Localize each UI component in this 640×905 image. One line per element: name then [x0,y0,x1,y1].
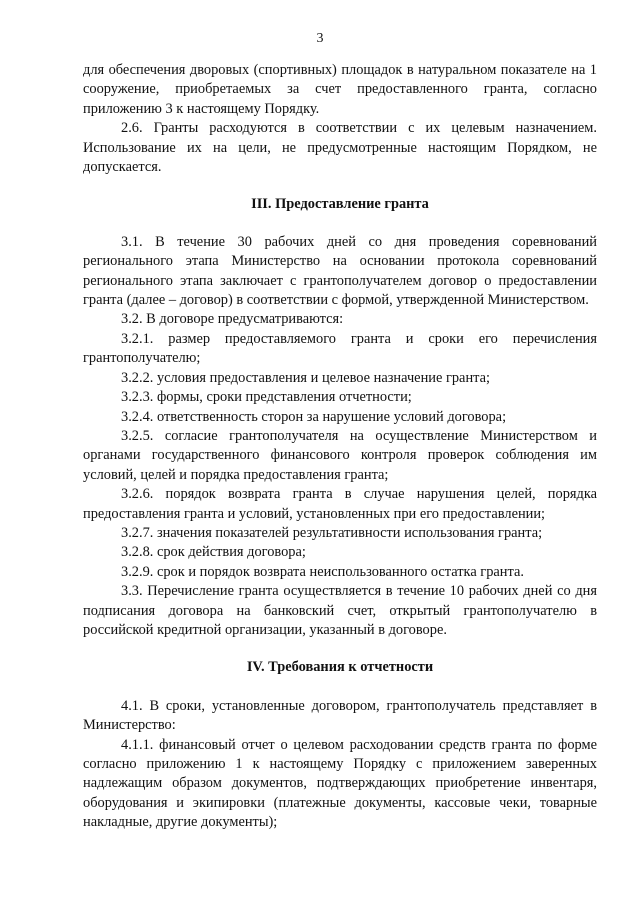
paragraph-3-2-8: 3.2.8. срок действия договора; [121,544,306,561]
paragraph-3-2-1: 3.2.1. размер предоставляемого гранта и сроки его перечисления грантополучателю; [83,330,597,367]
paragraph-3-3: 3.3. Перечисление гранта осуществляется в течение 10 рабочих дней со дня подписания договора на банковский счет, открытый грантополучателю в российской кредитной организации, указанный в договоре. [83,583,597,638]
paragraph: для обеспечения дворовых (спортивных) площадок в натуральном показателе на 1 сооружение, приобретаемых за счет предоставленного гранта, согласно приложению 3 к настоящему Порядку. [83,62,597,117]
paragraph-3-2-2: 3.2.2. условия предоставления и целевое назначение гранта; [121,369,490,386]
paragraph-4-1: 4.1. В сроки, установленные договором, грантополучатель представляет в Министерство: [83,697,597,734]
section-heading-3: III. Предоставление гранта [251,196,429,213]
paragraph-3-2-3: 3.2.3. формы, сроки представления отчетности; [121,389,412,406]
section-heading-4: IV. Требования к отчетности [246,659,434,676]
paragraph-3-2-9: 3.2.9. срок и порядок возврата неиспользованного остатка гранта. [121,563,524,580]
document-body [83,61,597,833]
paragraph-3-1: 3.1. В течение 30 рабочих дней со дня проведения соревнований регионального этапа Министерство на основании протокола соревнований регионального этапа заключает с грантополучателем договор о предоставлении гранта (далее – договор) в соответствии с формой, утвержденной Министерством. [83,233,597,309]
paragraph-4-1-1: 4.1.1. финансовый отчет о целевом расходовании средств гранта по форме согласно приложению 1 к настоящему Порядку с приложением заверенных надлежащим образом документов, подтверждающих приобретение инвентаря, оборудования и экипировки (платежные документы, кассовые чеки, товарные накладные, другие документы); [83,736,597,831]
paragraph-3-2-6: 3.2.6. порядок возврата гранта в случае нарушения целей, порядка предоставления гранта и условий, установленных при его предоставлении; [83,486,597,522]
paragraph-3-2-7: 3.2.7. значения показателей результативности использования гранта; [121,524,543,541]
page-number: 3 [316,31,324,46]
paragraph-3-2: 3.2. В договоре предусматриваются: [121,311,344,328]
paragraph-3-2-5: 3.2.5. согласие грантополучателя на осуществление Министерством и органами государственного финансового контроля проверок соблюдения им условий, целей и порядка предоставления гранта; [83,427,597,483]
paragraph-3-2-4: 3.2.4. ответственность сторон за нарушение условий договора; [121,408,507,425]
paragraph-2-6: 2.6. Гранты расходуются в соответствии с их целевым назначением. Использование их на цели, не предусмотренные настоящим Порядком, не допускается. [83,120,597,176]
